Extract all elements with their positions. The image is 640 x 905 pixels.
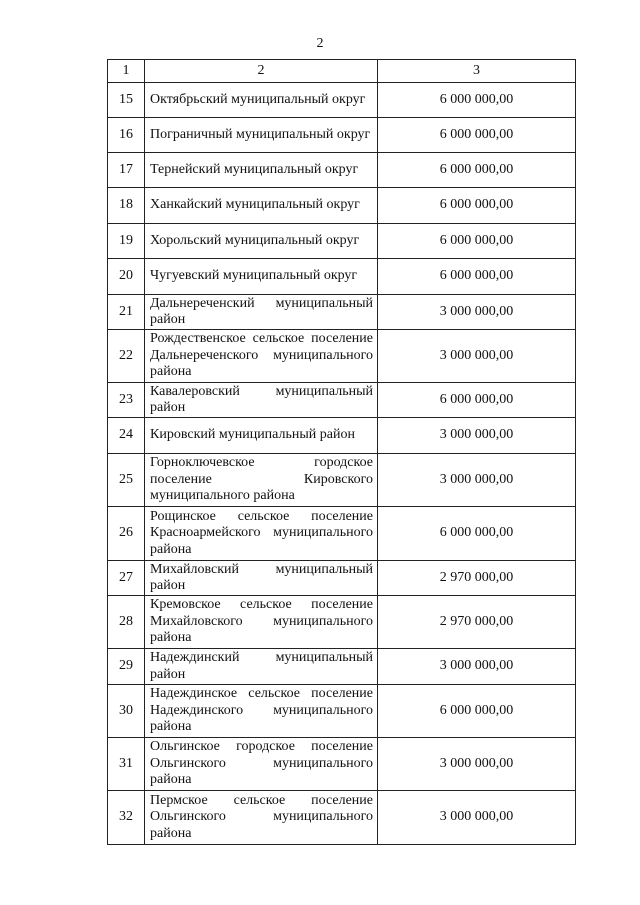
table-row <box>108 596 576 649</box>
row-number: 27 <box>108 561 145 596</box>
municipality-name: Кавалеровский муниципальный район <box>145 383 378 418</box>
municipality-name: Октябрьский муниципальный округ <box>145 83 378 118</box>
row-number: 18 <box>108 188 145 224</box>
amount: 3 000 000,00 <box>378 738 576 791</box>
row-number: 29 <box>108 649 145 685</box>
amount: 6 000 000,00 <box>378 118 576 153</box>
table-header-row <box>108 60 576 83</box>
municipality-name: Тернейский муниципальный округ <box>145 153 378 188</box>
amount: 6 000 000,00 <box>378 507 576 561</box>
amount: 2 970 000,00 <box>378 596 576 649</box>
municipality-name: Чугуевский муниципальный округ <box>145 259 378 295</box>
table-row <box>108 738 576 791</box>
table-row <box>108 188 576 224</box>
table-row <box>108 791 576 845</box>
table-row <box>108 649 576 685</box>
table-row <box>108 295 576 330</box>
municipality-name: Пограничный муниципальный округ <box>145 118 378 153</box>
row-number: 19 <box>108 224 145 259</box>
amount: 3 000 000,00 <box>378 330 576 383</box>
amount: 6 000 000,00 <box>378 153 576 188</box>
row-number: 28 <box>108 596 145 649</box>
municipality-name: Кировский муниципальный район <box>145 418 378 454</box>
municipality-name: Ольгинское городское поселение Ольгинского муниципального района <box>145 738 378 791</box>
amount: 3 000 000,00 <box>378 791 576 845</box>
table-row <box>108 224 576 259</box>
row-number: 26 <box>108 507 145 561</box>
amount: 6 000 000,00 <box>378 188 576 224</box>
row-number: 24 <box>108 418 145 454</box>
page-number: 2 <box>316 36 324 51</box>
allocation-table <box>107 59 576 845</box>
amount: 3 000 000,00 <box>378 454 576 507</box>
table-row <box>108 561 576 596</box>
table-row <box>108 685 576 738</box>
municipality-name: Надеждинский муниципальный район <box>145 649 378 685</box>
table-row <box>108 383 576 418</box>
row-number: 25 <box>108 454 145 507</box>
row-number: 22 <box>108 330 145 383</box>
municipality-name: Надеждинское сельское поселение Надеждинского муниципального района <box>145 685 378 738</box>
column-header-2: 2 <box>145 60 378 83</box>
amount: 3 000 000,00 <box>378 649 576 685</box>
row-number: 20 <box>108 259 145 295</box>
amount: 6 000 000,00 <box>378 383 576 418</box>
table-row <box>108 259 576 295</box>
table-row <box>108 83 576 118</box>
row-number: 30 <box>108 685 145 738</box>
row-number: 16 <box>108 118 145 153</box>
table-row <box>108 418 576 454</box>
row-number: 17 <box>108 153 145 188</box>
amount: 6 000 000,00 <box>378 259 576 295</box>
row-number: 32 <box>108 791 145 845</box>
municipality-name: Дальнереченский муниципальный район <box>145 295 378 330</box>
municipality-name: Пермское сельское поселение Ольгинского муниципального района <box>145 791 378 845</box>
table-row <box>108 153 576 188</box>
amount: 6 000 000,00 <box>378 83 576 118</box>
row-number: 21 <box>108 295 145 330</box>
amount: 3 000 000,00 <box>378 295 576 330</box>
table-row <box>108 454 576 507</box>
municipality-name: Рощинское сельское поселение Красноармейского муниципального района <box>145 507 378 561</box>
row-number: 15 <box>108 83 145 118</box>
municipality-name: Горноключевское городское поселение Кировского муниципального района <box>145 454 378 507</box>
table-row <box>108 330 576 383</box>
table-row <box>108 507 576 561</box>
municipality-name: Ханкайский муниципальный округ <box>145 188 378 224</box>
municipality-name: Михайловский муниципальный район <box>145 561 378 596</box>
column-header-1: 1 <box>108 60 145 83</box>
amount: 2 970 000,00 <box>378 561 576 596</box>
amount: 6 000 000,00 <box>378 685 576 738</box>
amount: 6 000 000,00 <box>378 224 576 259</box>
amount: 3 000 000,00 <box>378 418 576 454</box>
municipality-name: Хорольский муниципальный округ <box>145 224 378 259</box>
municipality-name: Рождественское сельское поселение Дальнереченского муниципального района <box>145 330 378 383</box>
row-number: 23 <box>108 383 145 418</box>
table-row <box>108 118 576 153</box>
row-number: 31 <box>108 738 145 791</box>
column-header-3: 3 <box>378 60 576 83</box>
municipality-name: Кремовское сельское поселение Михайловского муниципального района <box>145 596 378 649</box>
